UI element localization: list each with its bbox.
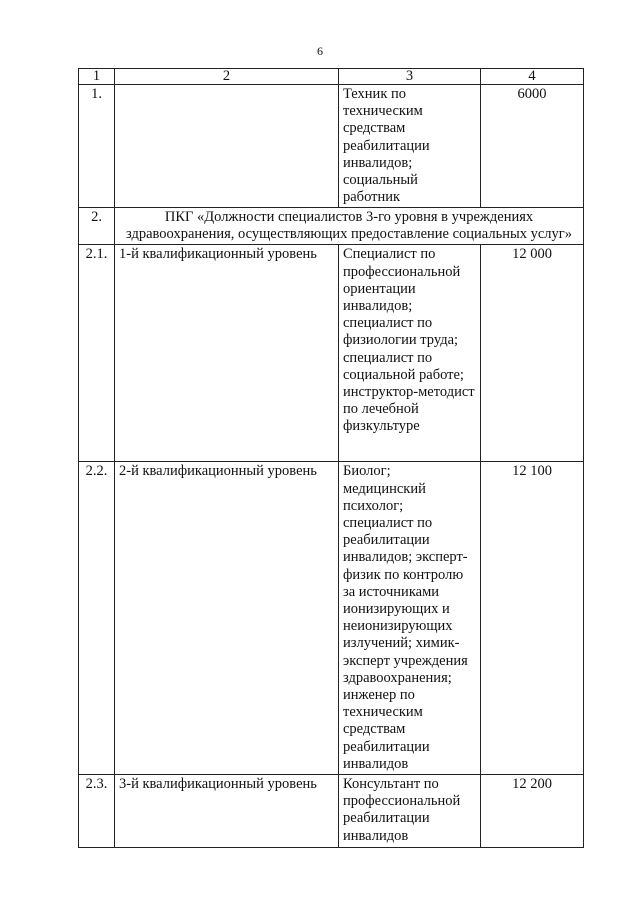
qualification-level: 1-й квалификационный уровень (115, 245, 339, 462)
header-cell-3: 3 (339, 69, 481, 85)
table-row (79, 85, 584, 208)
qualification-level: 2-й квалификационный уровень (115, 462, 339, 775)
table-row-section (79, 208, 584, 245)
page-number: 6 (317, 44, 323, 58)
table-row (79, 775, 584, 848)
positions-list: Биолог; медицинский психолог; специалист по реабилитации инвалидов; эксперт-физик по контролю за источниками ионизирующих и неионизирующих излучений; химик-эксперт учреждения здравоохранения; инженер по техническим средствам реабилитации инвалидов (339, 462, 481, 775)
table-row (79, 462, 584, 775)
qualification-level (115, 85, 339, 208)
positions-list: Техник по техническим средствам реабилитации инвалидов; социальный работник (339, 85, 481, 208)
positions-list: Специалист по профессиональной ориентации инвалидов; специалист по физиологии труда; специалист по социальной работе; инструктор-методист по лечебной физкультуре (339, 245, 481, 462)
header-cell-2: 2 (115, 69, 339, 85)
salary-value: 12 100 (481, 462, 584, 775)
section-title: ПКГ «Должности специалистов 3-го уровня в учреждениях здравоохранения, осуществляющих предоставление социальных услуг» (115, 208, 584, 245)
salary-value: 12 000 (481, 245, 584, 462)
salary-value: 6000 (481, 85, 584, 208)
table-header-row (79, 69, 584, 85)
qualification-level: 3-й квалификационный уровень (115, 775, 339, 848)
header-cell-4: 4 (481, 69, 584, 85)
row-number: 2.3. (79, 775, 115, 848)
table-row (79, 245, 584, 462)
salary-value: 12 200 (481, 775, 584, 848)
header-cell-1: 1 (79, 69, 115, 85)
row-number: 2. (79, 208, 115, 245)
row-number: 2.2. (79, 462, 115, 775)
row-number: 1. (79, 85, 115, 208)
row-number: 2.1. (79, 245, 115, 462)
positions-list: Консультант по профессиональной реабилитации инвалидов (339, 775, 481, 848)
staff-salary-table (78, 68, 584, 848)
